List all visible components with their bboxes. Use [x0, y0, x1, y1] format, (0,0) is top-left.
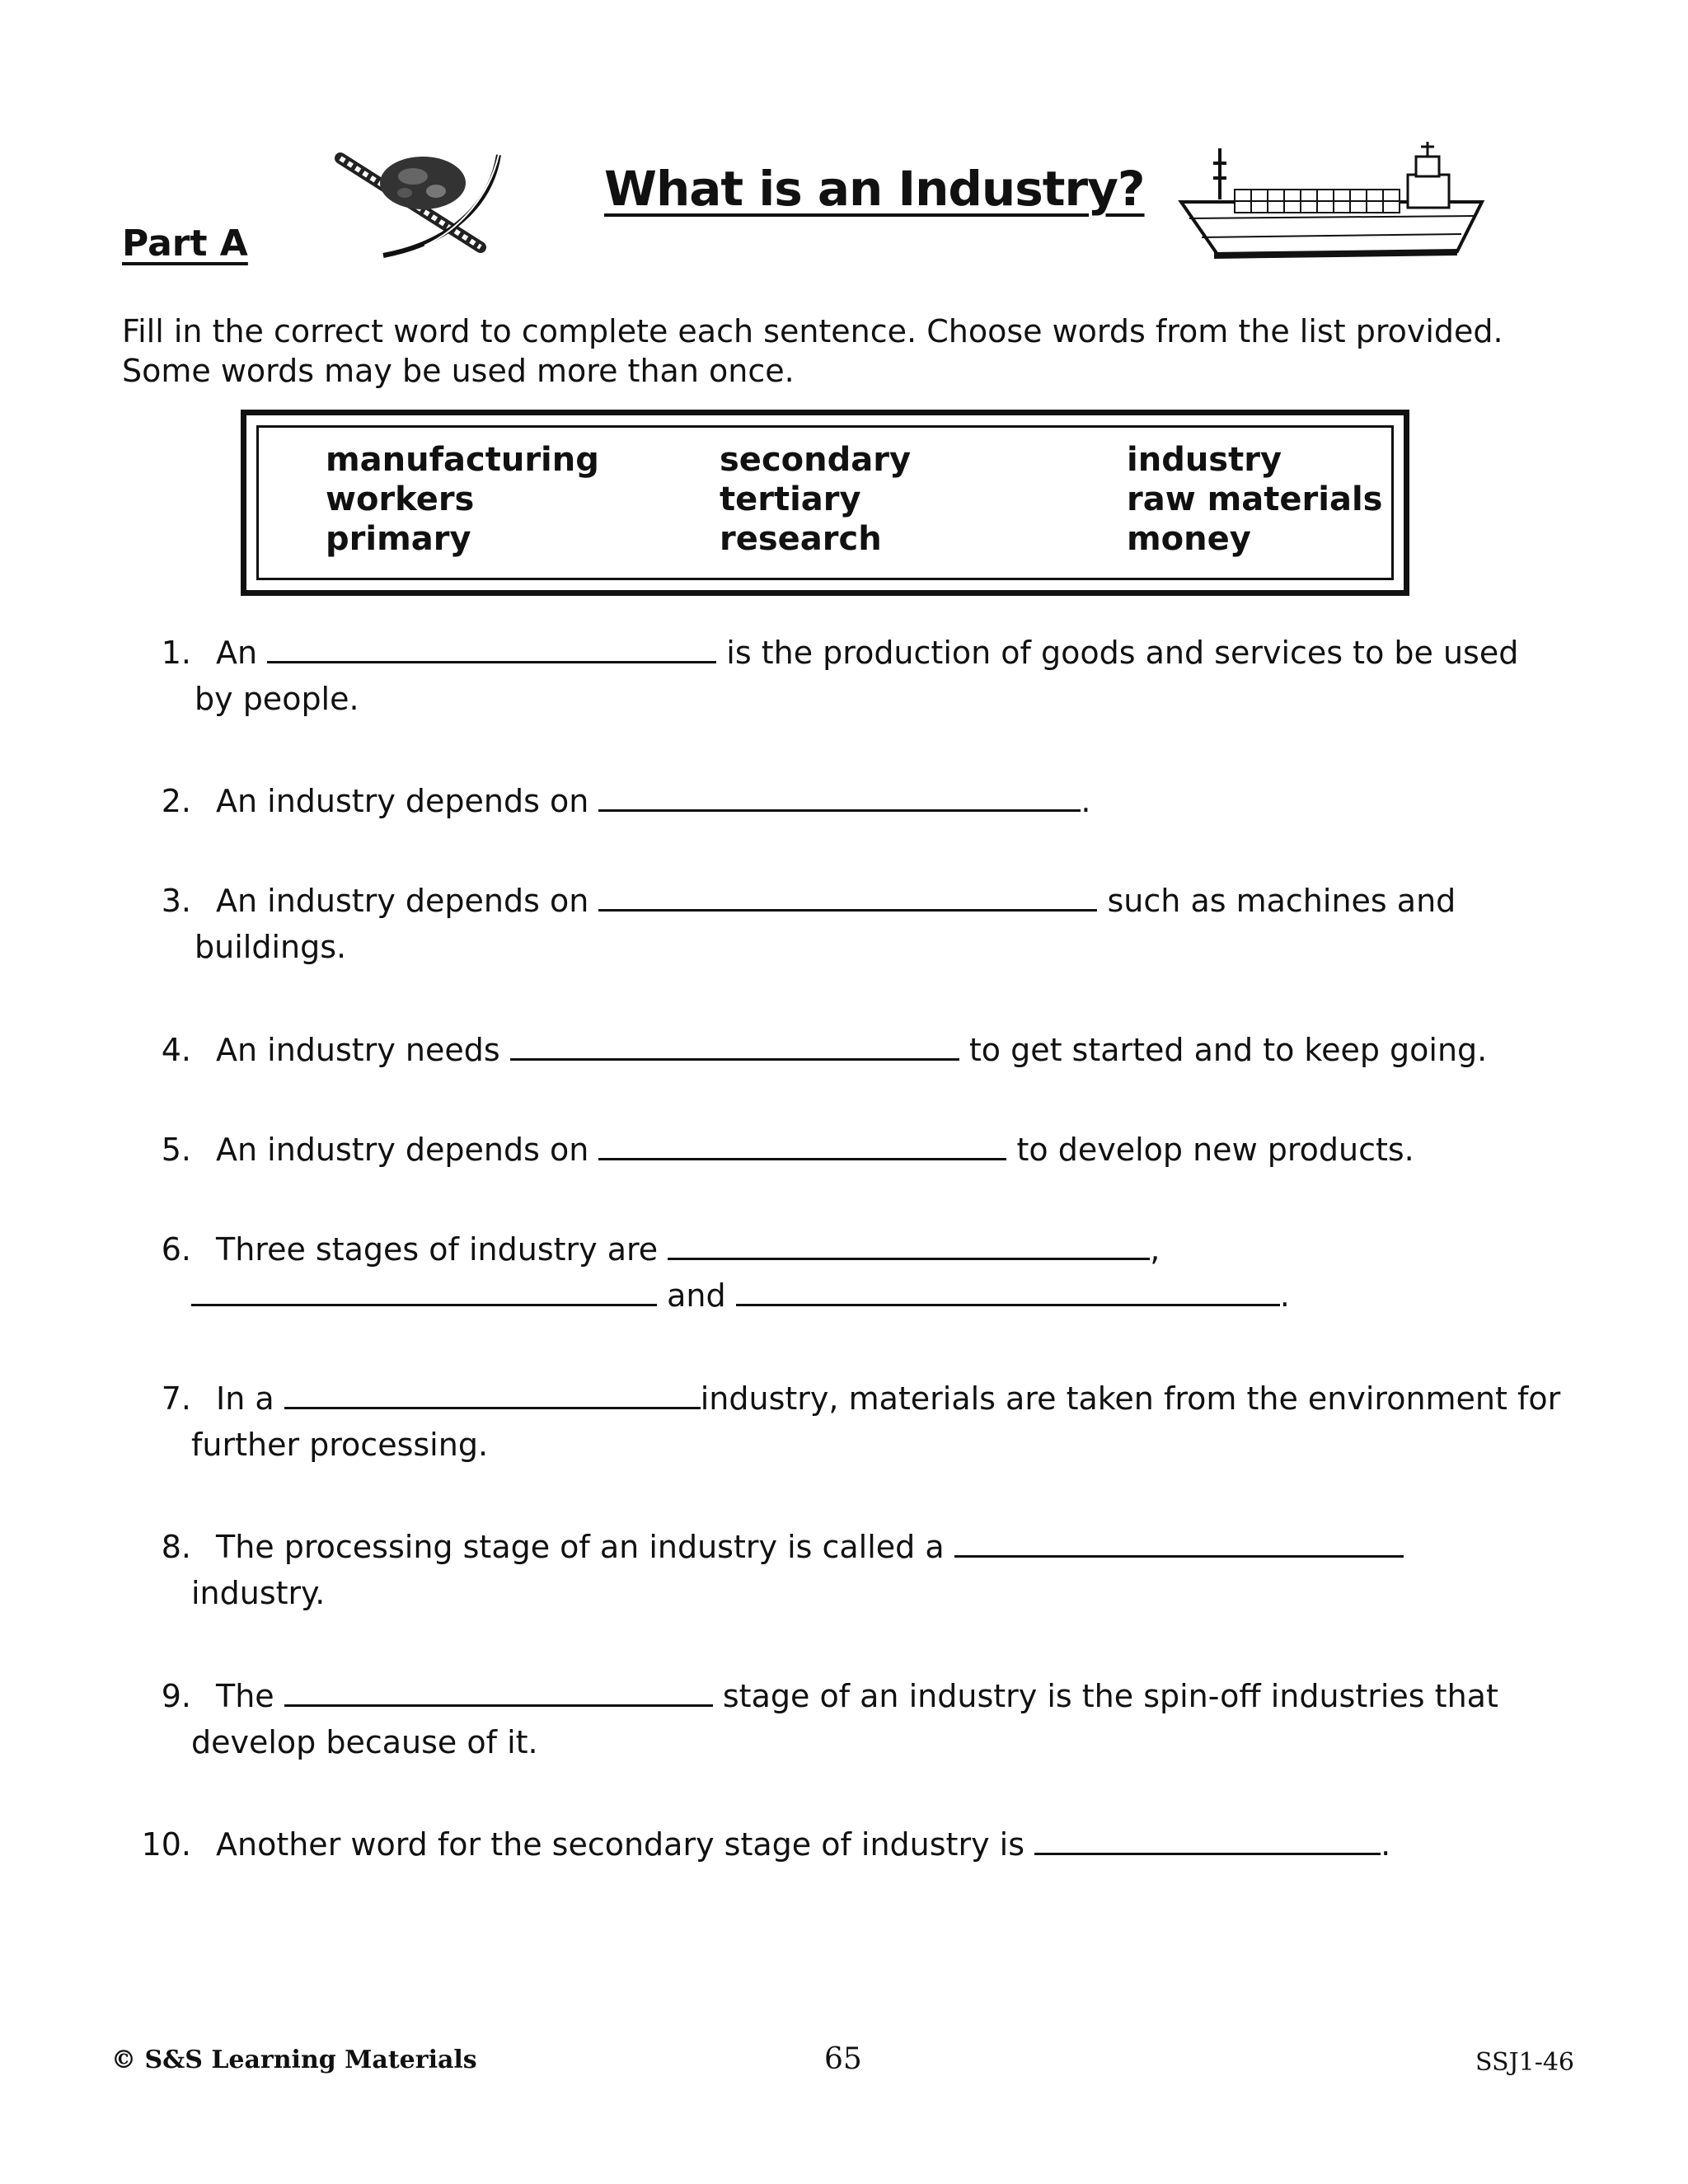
question-text: is the production of goods and services to be used: [726, 635, 1519, 671]
question-text: to get started and to keep going.: [968, 1032, 1488, 1068]
answer-blank[interactable]: [736, 1276, 1280, 1306]
question-text: An: [216, 635, 258, 671]
word-bank-item: workers: [326, 480, 475, 518]
publisher-name: S&S Learning Materials: [144, 2046, 477, 2074]
answer-blank[interactable]: [191, 1276, 657, 1306]
question-text: The: [216, 1678, 274, 1714]
question-text: An industry needs: [216, 1032, 500, 1068]
answer-blank[interactable]: [668, 1230, 1150, 1260]
question-7: [132, 1374, 1560, 1423]
copyright-icon: ©: [111, 2046, 136, 2074]
question-text: An industry depends on: [216, 783, 589, 819]
page-title: What is an Industry?: [604, 161, 1145, 217]
question-text: and: [667, 1277, 726, 1314]
footer-copyright: [111, 2046, 477, 2074]
question-text: such as machines and: [1107, 883, 1456, 919]
question-number: 5.: [161, 1132, 191, 1168]
question-8: [132, 1522, 1404, 1572]
question-number: 1.: [161, 635, 191, 671]
question-6: [132, 1225, 1160, 1274]
question-text: ,: [1150, 1231, 1160, 1268]
word-bank-item: research: [720, 520, 882, 558]
word-bank-item: raw materials: [1127, 480, 1383, 518]
answer-blank[interactable]: [598, 781, 1081, 812]
question-7-continuation: further processing.: [191, 1427, 489, 1463]
word-bank-item: manufacturing: [326, 441, 599, 479]
question-text: .: [1279, 1277, 1290, 1314]
answer-blank[interactable]: [598, 881, 1097, 912]
question-text: to develop new products.: [1016, 1132, 1414, 1168]
answer-blank[interactable]: [284, 1676, 713, 1707]
question-6-continuation: [191, 1276, 1290, 1314]
question-number: 6.: [161, 1231, 191, 1268]
question-number: 4.: [161, 1032, 191, 1068]
word-bank-item: primary: [326, 520, 471, 558]
word-bank-item: tertiary: [720, 480, 861, 518]
answer-blank[interactable]: [267, 633, 716, 663]
cargo-ship-illustration: [1169, 140, 1498, 275]
word-bank-item: money: [1127, 520, 1251, 558]
answer-blank[interactable]: [284, 1379, 701, 1409]
question-2: [132, 776, 1091, 826]
question-text: An industry depends on: [216, 883, 589, 919]
answer-blank[interactable]: [1034, 1825, 1381, 1855]
instructions-line-1: Fill in the correct word to complete each sentence. Choose words from the list provided.: [122, 313, 1503, 349]
question-number: 2.: [161, 783, 191, 819]
question-text: In a: [216, 1380, 274, 1417]
word-bank: [241, 410, 1409, 596]
question-4: [132, 1025, 1487, 1075]
question-number: 10.: [141, 1826, 191, 1863]
page-number: 65: [824, 2042, 862, 2076]
question-text: stage of an industry is the spin-off industries that: [722, 1678, 1498, 1714]
question-number: 3.: [161, 883, 191, 919]
question-9-continuation: develop because of it.: [191, 1724, 538, 1760]
product-code: SSJ1-46: [1475, 2048, 1574, 2077]
question-9: [132, 1671, 1498, 1721]
question-text: Another word for the secondary stage of industry is: [216, 1826, 1025, 1863]
question-text: The processing stage of an industry is called a: [216, 1529, 945, 1565]
question-text: Three stages of industry are: [216, 1231, 659, 1268]
question-10: [132, 1820, 1390, 1869]
word-bank-item: industry: [1127, 441, 1282, 479]
question-number: 8.: [161, 1529, 191, 1565]
question-3-continuation: buildings.: [195, 929, 347, 965]
question-text: An industry depends on: [216, 1132, 589, 1168]
answer-blank[interactable]: [510, 1030, 959, 1061]
instructions-line-2: Some words may be used more than once.: [122, 353, 795, 389]
question-1-continuation: by people.: [195, 681, 359, 717]
word-bank-item: secondary: [720, 441, 912, 479]
question-text: .: [1381, 1826, 1391, 1863]
part-label: Part A: [122, 223, 248, 265]
answer-blank[interactable]: [598, 1130, 1006, 1160]
question-number: 7.: [161, 1380, 191, 1417]
instructions: [122, 312, 1573, 391]
question-5: [132, 1125, 1414, 1174]
answer-blank[interactable]: [954, 1527, 1404, 1558]
pickaxe-coal-illustration: [334, 148, 515, 263]
question-1: [132, 628, 1518, 677]
question-number: 9.: [161, 1678, 191, 1714]
question-text: industry, materials are taken from the environment for: [700, 1380, 1561, 1417]
question-text: .: [1081, 783, 1091, 819]
question-8-continuation: industry.: [191, 1575, 326, 1611]
question-3: [132, 876, 1456, 926]
